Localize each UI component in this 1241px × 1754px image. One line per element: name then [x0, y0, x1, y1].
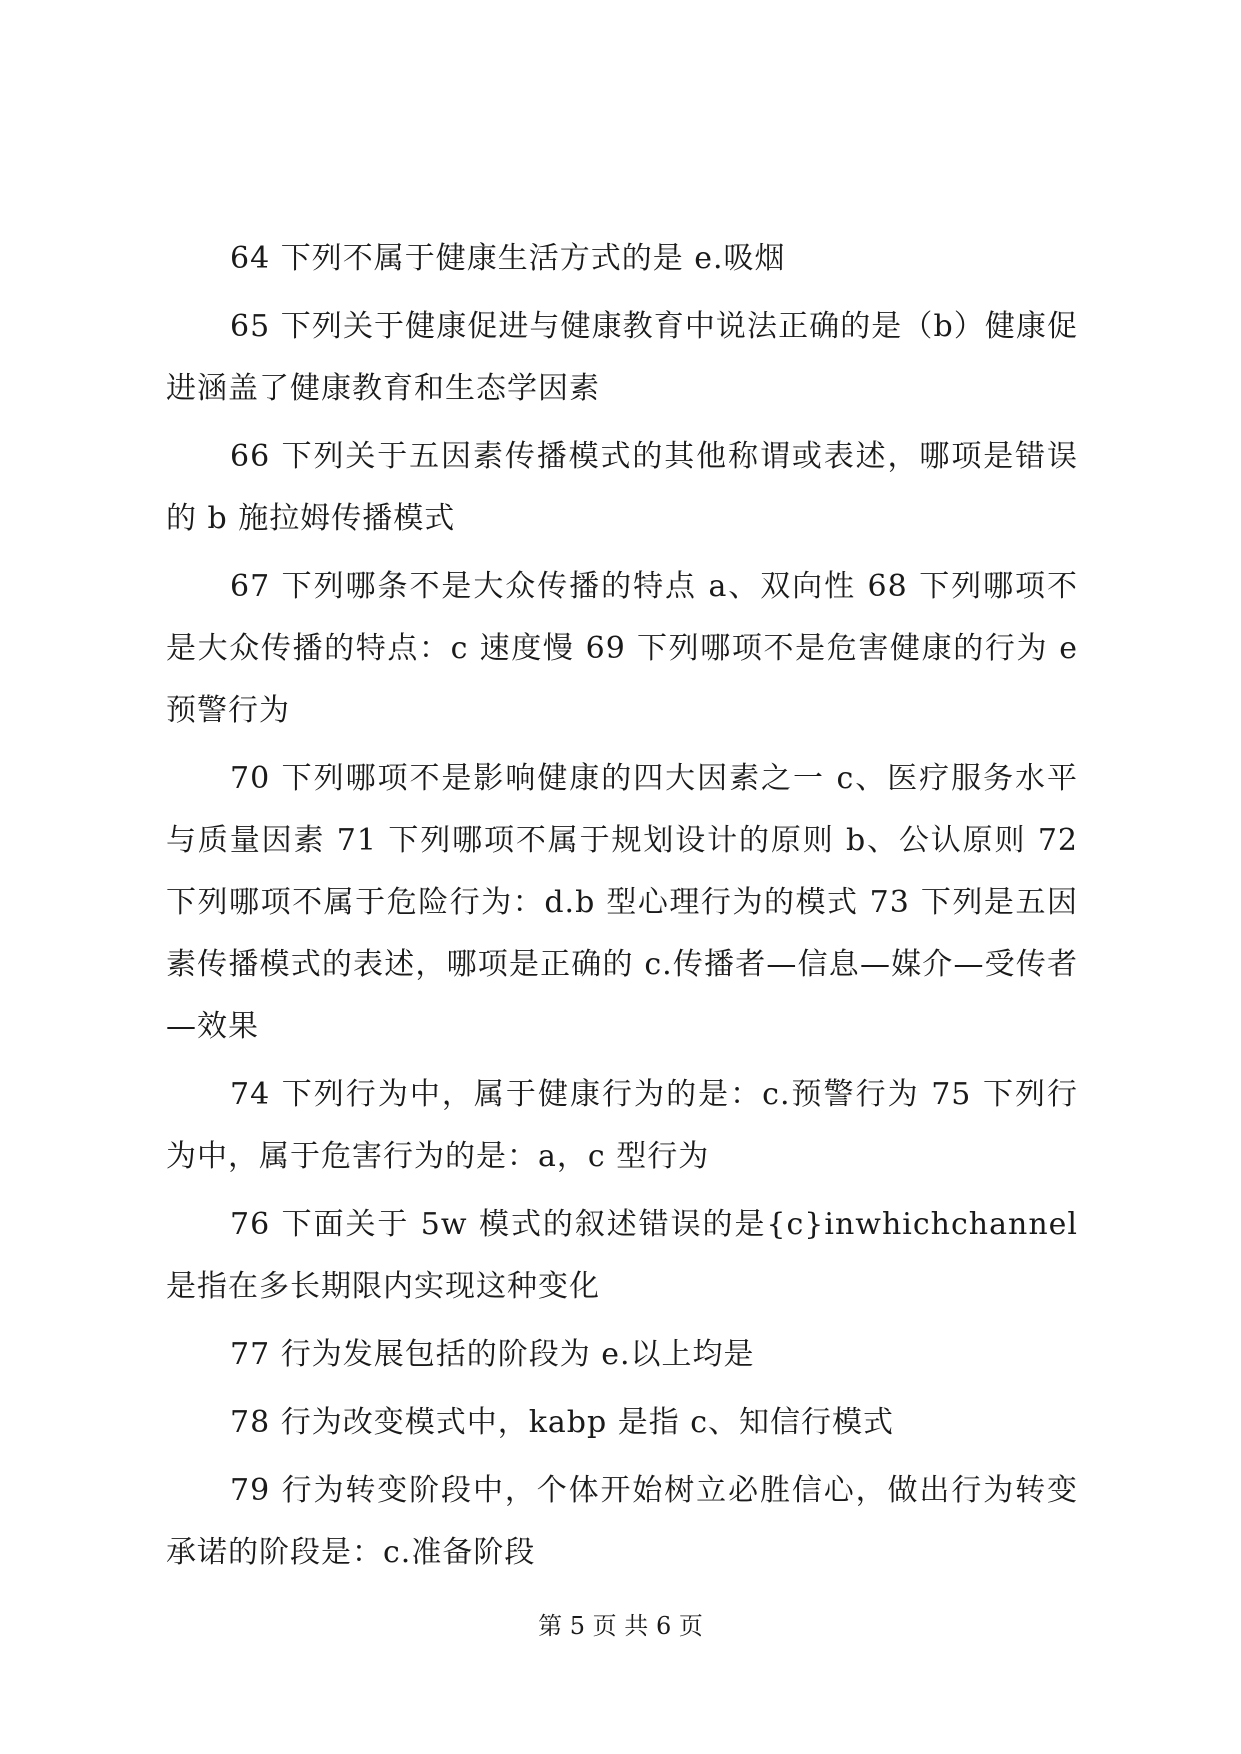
paragraph-76: 76 下面关于 5w 模式的叙述错误的是{c}inwhichchannel 是指在多长期限内实现这种变化	[166, 1207, 1078, 1304]
paragraph-65: 65 下列关于健康促进与健康教育中说法正确的是（b）健康促进涵盖了健康教育和生态学因素	[166, 309, 1078, 406]
paragraph-78: 78 行为改变模式中，kabp 是指 c、知信行模式	[230, 1405, 895, 1440]
paragraph-79: 79 行为转变阶段中，个体开始树立必胜信心，做出行为转变承诺的阶段是：c.准备阶段	[166, 1473, 1078, 1570]
paragraph-64: 64 下列不属于健康生活方式的是 e.吸烟	[230, 241, 786, 276]
page-number-footer: 第 5 页 共 6 页	[538, 1612, 703, 1640]
paragraph-74-75: 74 下列行为中，属于健康行为的是：c.预警行为 75 下列行为中，属于危害行为的是：a，c 型行为	[166, 1077, 1078, 1174]
paragraph-67-69: 67 下列哪条不是大众传播的特点 a、双向性 68 下列哪项不是大众传播的特点：c 速度慢 69 下列哪项不是危害健康的行为 e 预警行为	[166, 569, 1078, 728]
paragraph-70-73: 70 下列哪项不是影响健康的四大因素之一 c、医疗服务水平与质量因素 71 下列哪项不属于规划设计的原则 b、公认原则 72 下列哪项不属于危险行为：d.b 型心理行为的模式 73 下列是五因素传播模式的表述，哪项是正确的 c.传播者—信息—媒介—受传者—效果	[166, 761, 1078, 1044]
paragraph-77: 77 行为发展包括的阶段为 e.以上均是	[230, 1337, 755, 1372]
paragraph-66: 66 下列关于五因素传播模式的其他称谓或表述，哪项是错误的 b 施拉姆传播模式	[166, 439, 1078, 536]
document-body	[166, 228, 1078, 1590]
